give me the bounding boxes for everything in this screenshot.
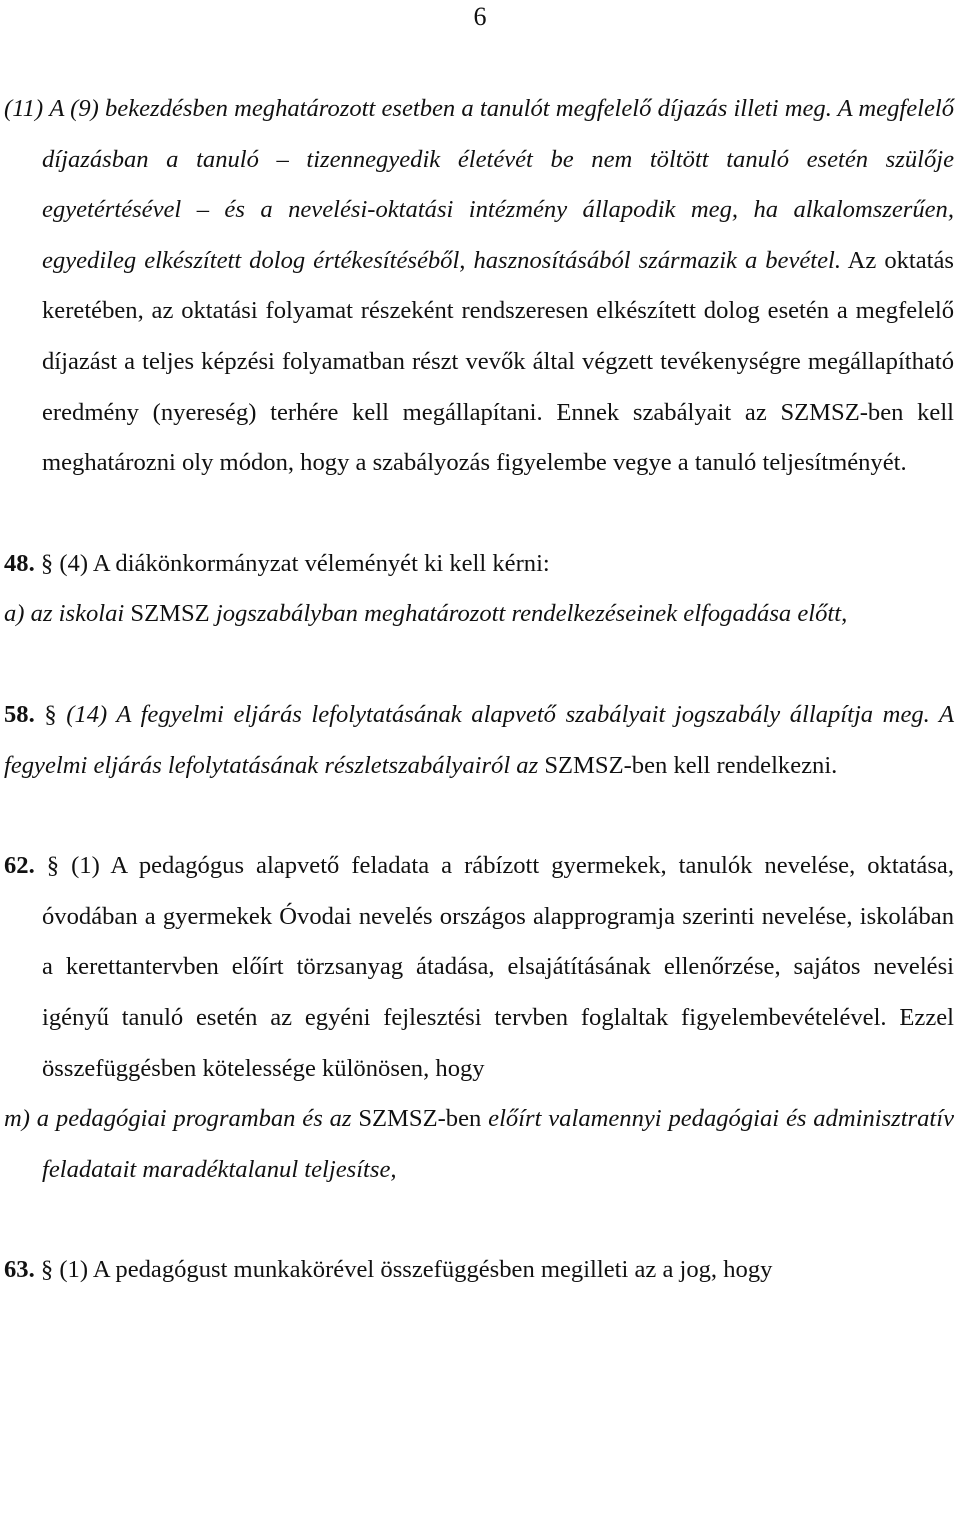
section-text: A diákönkormányzat véleményét ki kell kérni: [92,549,550,577]
section-text: (14) A fegyelmi eljárás lefolytatásának alapvető szabályait jogszabály állapítja meg. A fegyelmi eljárás lefolytatásának részletszabályairól az [4,700,954,779]
list-item-text: SZMSZ [130,600,210,628]
section-number: 48. [4,549,35,577]
section-number: 58. [4,700,35,728]
list-item-text: az iskolai [30,600,125,628]
list-item-label: a) [4,600,25,628]
paragraph-text: Ennek szabályait az SZMSZ-ben kell meghatározni oly módon, hogy a szabályozás figyelembe vegye a tanuló teljesítményét. [42,398,954,477]
page-number: 6 [473,2,487,31]
section-text: SZMSZ-ben kell rendelkezni. [544,751,838,779]
document-body [0,84,960,1296]
list-item-label: m) [4,1105,30,1133]
subsection-label: (1) [59,1256,89,1284]
section-63 [0,1245,960,1296]
list-item-m [0,1094,960,1195]
paragraph-11 [0,84,960,489]
paragraph-text: A (9) bekezdésben meghatározott esetben a tanulót megfelelő díjazás illeti meg. A megfelelő díjazásban a tanuló – tizennegyedik életévét be nem töltött tanuló esetén szülője egyetértésével – és a nevelési-oktatási intézmény állapodik meg, ha alkalomszerűen, egyedileg elkészített dolog értékesítéséből, hasznosításából származik a bevétel. [42,95,954,274]
list-item-text: SZMSZ-ben [358,1105,482,1133]
section-58 [0,690,960,791]
section-sign: § [40,549,54,577]
list-item-text: a pedagógiai programban és az [36,1105,352,1133]
section-text: A pedagógust munkakörével összefüggésben megilleti az a jog, hogy [92,1256,773,1284]
section-text: A pedagógus alapvető [110,852,340,880]
paragraph-label: (11) [4,95,44,122]
list-item-a [0,589,960,640]
section-sign: § [44,700,57,728]
subsection-label: (1) [71,852,100,880]
section-number: 63. [4,1256,35,1284]
section-sign: § [40,1256,54,1284]
subsection-label: (4) [59,549,89,577]
section-text: Ezzel összefüggésben kötelessége különösen, hogy [42,1003,954,1082]
list-item-text: jogszabályban meghatározott rendelkezéseinek elfogadása előtt, [215,600,848,628]
section-48 [0,539,960,590]
list-item-text: előírt valamennyi pedagógiai és adminisztratív feladatait maradéktalanul teljesítse, [42,1105,955,1183]
section-62 [0,841,960,1094]
section-sign: § [46,852,60,880]
paragraph-text: Az oktatás keretében, az oktatási folyamat részeként rendszeresen elkészített dolog esetén a megfelelő díjazást a teljes képzési folyamatban részt vevők által végzett tevékenységre megállapítható eredmény (nyereség) terhére kell megállapítani. [42,246,954,426]
section-text: feladata a rábízott gyermekek, tanulók nevelése, oktatása, óvodában a gyermekek Óvodai nevelés országos alapprogramja szerinti nevelése, iskolában a kerettantervben előírt törzsanyag átadása, elsajátításának ellenőrzése, sajátos nevelési igényű tanuló esetén az egyéni fejlesztési tervben foglaltak figyelembevételével. [42,852,954,1031]
section-number: 62. [4,852,35,880]
